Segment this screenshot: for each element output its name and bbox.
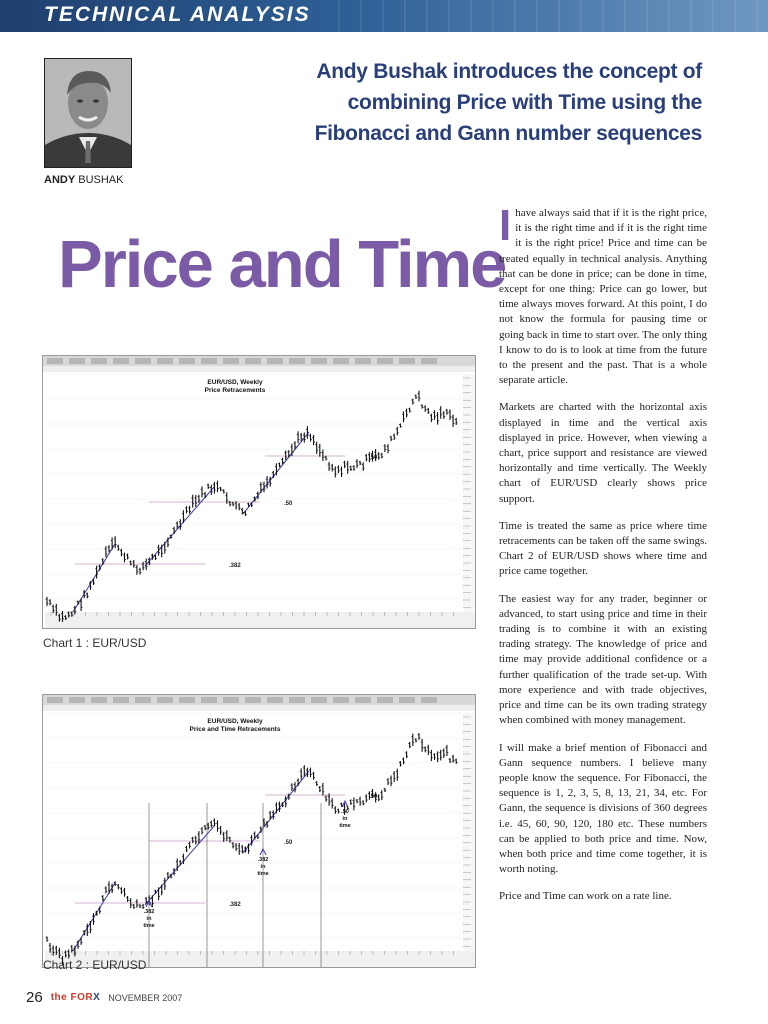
retracement-label: .382: [229, 902, 241, 908]
time-retracement-label: .50: [341, 809, 349, 815]
price-axis: [463, 374, 475, 628]
chart-title: EUR/USD, Weekly: [207, 718, 263, 725]
toolbar-button-icon: [179, 697, 195, 703]
price-chart-svg: [43, 356, 475, 628]
toolbar-button-icon: [69, 697, 85, 703]
author-photo: [44, 58, 132, 168]
time-retracement-label: .382: [257, 857, 269, 863]
toolbar-button-icon: [399, 358, 415, 364]
toolbar-button-icon: [421, 358, 437, 364]
time-retracement-label: .382: [143, 909, 155, 915]
toolbar-button-icon: [223, 697, 239, 703]
retracement-label: .50: [369, 455, 378, 461]
toolbar-button-icon: [157, 358, 173, 364]
article-subtitle: Andy Bushak introduces the concept of combining Price with Time using the Fibonacci and Gann number sequences: [314, 60, 702, 145]
toolbar-button-icon: [135, 697, 151, 703]
trend-line: [73, 544, 115, 612]
time-retracement-label: time: [257, 871, 269, 877]
issue-date: NOVEMBER 2007: [108, 992, 183, 1003]
toolbar-button-icon: [135, 358, 151, 364]
chart-subtitle: Price Retracements: [204, 387, 266, 394]
section-banner: [0, 0, 768, 32]
paragraph-6: Price and Time can work on a rate line.: [499, 890, 672, 903]
toolbar-button-icon: [201, 697, 217, 703]
toolbar-button-icon: [333, 697, 349, 703]
toolbar-button-icon: [113, 358, 129, 364]
toolbar-button-icon: [399, 697, 415, 703]
price-axis: [463, 713, 475, 967]
toolbar-button-icon: [47, 697, 63, 703]
page-number: 26: [26, 989, 43, 1006]
toolbar-button-icon: [311, 697, 327, 703]
chart-1: [42, 355, 476, 629]
plot-area: [45, 374, 475, 628]
page-footer: [26, 989, 182, 1006]
toolbar-button-icon: [355, 358, 371, 364]
toolbar-button-icon: [91, 697, 107, 703]
chart-statusbar: [43, 366, 475, 372]
chart-1-caption: Chart 1 : EUR/USD: [43, 636, 147, 650]
paragraph-1-text: have always said that if it is the right price, it is the right time and if it is the right time it is the right price! Price and time can be treated equally in technical analysis. Anything that can be done in price; can be done in time, except for one thing: Price can go lower, but time always moves forward. At this point, I do not know the formula for pausing time or going back in time to start over. The only thing I know to do is to look at time from the future to the present and the past. That is a whole separate article.: [499, 207, 707, 387]
chart-2: [42, 694, 476, 968]
magazine-logo: [51, 992, 101, 1003]
logo-text: the FOR: [50, 992, 94, 1003]
toolbar-button-icon: [179, 358, 195, 364]
chart-2-caption: Chart 2 : EUR/USD: [43, 958, 147, 972]
toolbar-button-icon: [157, 697, 173, 703]
paragraph-3: Time is treated the same as price where time retracements can be taken off the same swings. Chart 2 of EUR/USD shows where time and price came together.: [499, 519, 707, 578]
retracement-label: .50: [284, 501, 293, 507]
paragraph-2: Markets are charted with the horizontal axis displayed in time and the vertical axis displayed in price. However, when viewing a chart, price support and resistance are viewed horizontally and time vertically. The Weekly chart of EUR/USD clearly shows price support.: [499, 401, 707, 505]
plot-area: [45, 713, 475, 967]
article-title: Price and Time: [58, 227, 506, 302]
toolbar-button-icon: [69, 358, 85, 364]
article-body: [499, 201, 707, 917]
time-retracement-label: in: [260, 864, 266, 870]
author-last-name: BUSHAK: [78, 174, 124, 186]
toolbar-button-icon: [47, 358, 63, 364]
time-retracement-label: time: [143, 923, 155, 929]
toolbar-button-icon: [91, 358, 107, 364]
time-retracement-label: time: [339, 823, 351, 829]
retracement-label: .50: [369, 794, 378, 800]
retracement-label: .50: [284, 840, 293, 846]
toolbar-button-icon: [311, 358, 327, 364]
paragraph-4: The easiest way for any trader, beginner or advanced, to start using price and time in their trading is to combine it with an existing trading strategy. The knowledge of price and time may provide additional confidence or a further qualification of the trade set-up. With more experience and with trade objectives, price and time can be its own trading strategy when combined with money management.: [499, 592, 707, 727]
author-byline: [44, 174, 123, 186]
drop-cap: I: [499, 201, 512, 250]
toolbar-button-icon: [377, 358, 393, 364]
toolbar-button-icon: [333, 358, 349, 364]
toolbar-button-icon: [377, 697, 393, 703]
toolbar-button-icon: [201, 358, 217, 364]
toolbar-button-icon: [355, 697, 371, 703]
author-first-name: ANDY: [44, 174, 76, 186]
toolbar-button-icon: [421, 697, 437, 703]
paragraph-5: I will make a brief mention of Fibonacci and Gann sequence numbers. I believe many people know the sequence. For Fibonacci, the sequence is 1, 2, 3, 5, 8, 13, 21, 34, etc. For Gann, the sequence is divisions of 360 degrees i.e. 45, 60, 90, 120, 180 etc. These numbers can be applied to both price and time. Now, when both price and time come together, it is worth noting.: [499, 741, 707, 876]
toolbar-button-icon: [113, 697, 129, 703]
toolbar-button-icon: [267, 697, 283, 703]
toolbar-button-icon: [289, 697, 305, 703]
price-chart-svg: [43, 695, 475, 967]
logo-x: X: [93, 992, 101, 1003]
time-retracement-label: in: [342, 816, 348, 822]
retracement-label: .382: [229, 563, 241, 569]
section-title: TECHNICAL ANALYSIS: [44, 3, 311, 26]
chart-subtitle: Price and Time Retracements: [189, 726, 281, 733]
toolbar-button-icon: [289, 358, 305, 364]
author-portrait-image: [45, 59, 131, 167]
paragraph-1: [499, 201, 707, 388]
chart-title: EUR/USD, Weekly: [207, 379, 263, 386]
chart-statusbar: [43, 705, 475, 711]
toolbar-button-icon: [267, 358, 283, 364]
toolbar-button-icon: [223, 358, 239, 364]
toolbar-button-icon: [245, 358, 261, 364]
time-retracement-label: in: [146, 916, 152, 922]
date-axis: [45, 612, 475, 628]
banner-decoration: [338, 0, 768, 32]
toolbar-button-icon: [245, 697, 261, 703]
